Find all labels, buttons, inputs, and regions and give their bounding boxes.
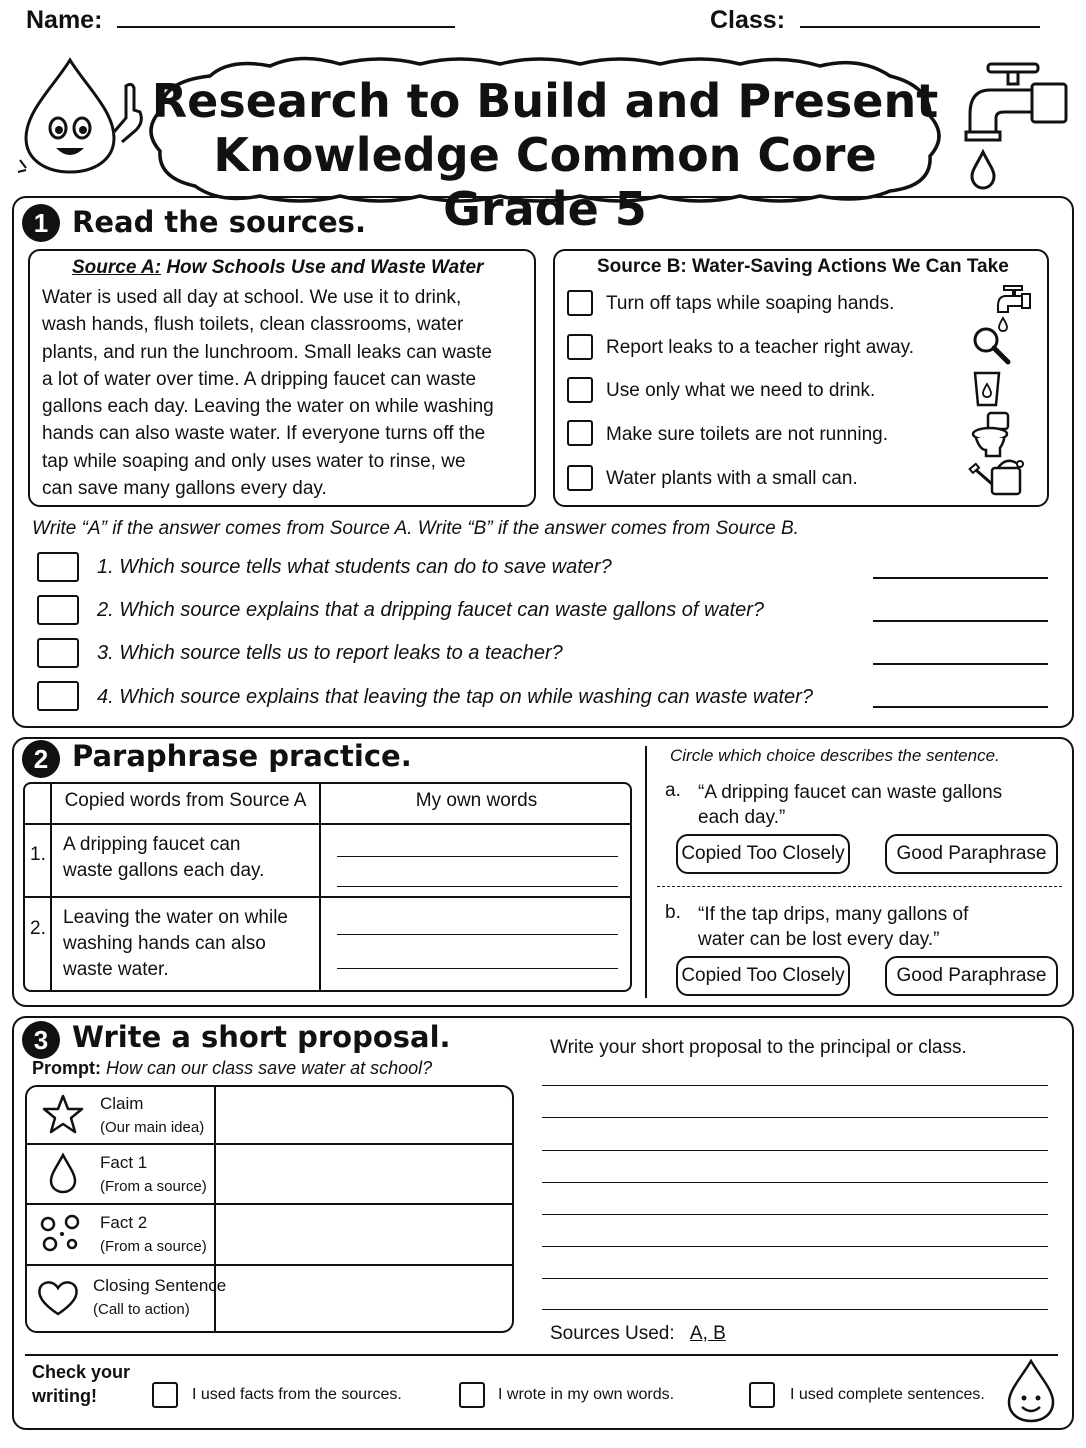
organizer-label: Fact 2 [100,1213,148,1232]
copied-words [63,905,288,983]
prompt-text: How can our class save water at school? [106,1058,433,1078]
checklist-divider [25,1354,1058,1356]
table-header-copied: Copied words from Source A [64,790,307,811]
question-text: 4. Which source explains that leaving the tap on while washing can waste water? [97,686,813,708]
organizer-sub: (Call to action) [93,1301,190,1318]
source-b-checkbox[interactable] [567,420,593,446]
copied-line: washing hands can also [63,933,266,954]
source-a-line: a lot of water over time. A dripping faucet can waste [42,368,477,390]
copied-line: Leaving the water on while [63,907,288,928]
write-instructions: Write your short proposal to the principal or class. [550,1037,967,1058]
source-a-heading [72,257,483,279]
water-drop-mascot-icon [14,56,144,176]
answer-line[interactable] [873,577,1048,579]
answer-line[interactable] [873,620,1048,622]
title-line-2: Knowledge Common Core Grade 5 [213,128,877,236]
source-a-line: plants, and run the lunchroom. Small leaks can waste [42,341,492,363]
organizer-sub: (Our main idea) [100,1119,205,1136]
checklist-title [32,1360,130,1408]
proposal-line[interactable] [542,1182,1048,1183]
title-line-1: Research to Build and Present [151,74,939,128]
section-2-title: Paraphrase practice. [72,739,412,773]
prompt [32,1058,432,1079]
choice-letter: b. [665,902,681,923]
fact-1-input[interactable] [216,1145,512,1203]
choice-letter: a. [665,780,681,801]
class-label: Class: [710,6,786,34]
own-words-line[interactable] [337,856,618,857]
source-a-line: wash hands, flush toilets, clean classrooms, water [42,314,464,336]
section-3-number: 3 [22,1021,60,1059]
organizer-label: Fact 1 [100,1153,148,1172]
question-text: 2. Which source explains that a dripping faucet can waste gallons of water? [97,599,765,621]
dashed-divider [657,886,1062,887]
table-divider [50,782,52,992]
table-divider [23,896,632,898]
copied-line: A dripping faucet can [63,834,241,855]
table-header-own: My own words [415,790,538,811]
section-1-title: Read the sources. [72,205,366,239]
faucet-icon [960,56,1075,191]
copied-words [63,832,264,884]
source-a-line: can save many gallons every day. [42,478,327,500]
name-line[interactable] [117,26,455,28]
drop-icon [46,1152,80,1194]
prompt-label: Prompt: [32,1058,101,1078]
claim-input[interactable] [216,1087,512,1143]
answer-box[interactable] [37,681,79,711]
source-instructions: Write “A” if the answer comes from Source A. Write “B” if the answer comes from Source B. [32,518,799,539]
row-number: 1. [30,844,46,865]
source-b-item: Report leaks to a teacher right away. [606,337,915,358]
sources-used-label: Sources Used: [550,1323,675,1344]
checklist-item: I used complete sentences. [790,1386,985,1403]
source-b-item: Turn off taps while soaping hands. [606,293,895,314]
copied-line: waste water. [63,959,169,980]
proposal-line[interactable] [542,1214,1048,1215]
heart-icon [36,1278,80,1318]
source-a-text [42,284,532,502]
copied-too-closely-button[interactable]: Copied Too Closely [676,834,850,874]
source-b-item: Water plants with a small can. [606,468,858,489]
section-1-number: 1 [22,204,60,242]
name-field[interactable] [26,6,455,35]
choice-quote [698,902,968,952]
circle-instructions: Circle which choice describes the sentence. [670,746,1000,765]
checklist-checkbox[interactable] [749,1382,775,1408]
proposal-line[interactable] [542,1309,1048,1310]
checklist-title-line: writing! [32,1386,97,1406]
quote-line: “If the tap drips, many gallons of [698,904,969,925]
source-b-item: Make sure toilets are not running. [606,424,888,445]
checklist-checkbox[interactable] [459,1382,485,1408]
source-a-line: hands can also waste water. If everyone turns off the [42,423,486,445]
organizer-sub: (From a source) [100,1178,207,1195]
closing-sentence-input[interactable] [216,1266,512,1331]
proposal-line[interactable] [542,1085,1048,1086]
fact-2-input[interactable] [216,1205,512,1264]
table-divider [23,823,632,825]
answer-box[interactable] [37,595,79,625]
question-text: 1. Which source tells what students can do to save water? [97,556,612,578]
source-a-line: gallons each day. Leaving the water on while washing [42,396,494,418]
checklist-item: I used facts from the sources. [192,1386,402,1403]
answer-box[interactable] [37,552,79,582]
organizer-sub: (From a source) [100,1238,207,1255]
proposal-line[interactable] [542,1117,1048,1118]
proposal-line[interactable] [542,1246,1048,1247]
sources-used [550,1323,726,1345]
toilet-icon [970,410,1012,458]
section-divider [645,746,647,998]
checklist-checkbox[interactable] [152,1382,178,1408]
own-words-line[interactable] [337,968,618,969]
answer-line[interactable] [873,706,1048,708]
source-a-title: How Schools Use and Waste Water [166,257,484,278]
quote-line: “A dripping faucet can waste gallons [698,782,1003,803]
smiling-drop-icon [1004,1358,1058,1424]
own-words-line[interactable] [337,886,618,887]
copied-line: waste gallons each day. [63,860,265,881]
quote-line: water can be lost every day.” [698,929,940,950]
question-text: 3. Which source tells us to report leaks to a teacher? [97,642,563,664]
table-divider [319,782,321,992]
source-b-checkbox[interactable] [567,290,593,316]
source-b-checkbox[interactable] [567,465,593,491]
source-a-line: Water is used all day at school. We use it to drink, [42,287,462,308]
class-line[interactable] [800,26,1040,28]
proposal-line[interactable] [542,1150,1048,1151]
quote-line: each day.” [698,807,786,828]
answer-box[interactable] [37,638,79,668]
organizer-label: Claim [100,1094,144,1113]
source-a-label: Source A: [72,257,162,278]
checklist-item: I wrote in my own words. [498,1386,675,1403]
star-icon [42,1094,84,1134]
choice-quote [698,780,1002,830]
source-b-checkbox[interactable] [567,377,593,403]
organizer-label: Closing Sentence [93,1276,227,1295]
checklist-title-line: Check your [32,1362,131,1382]
section-3-title: Write a short proposal. [72,1020,451,1054]
source-a-line: tap while soaping and only uses water to rinse, we [42,450,466,472]
good-paraphrase-button[interactable]: Good Paraphrase [885,956,1058,996]
copied-too-closely-button[interactable]: Copied Too Closely [676,956,850,996]
cup-icon [972,370,1002,408]
watering-can-icon [968,456,1030,498]
proposal-line[interactable] [542,1278,1048,1279]
good-paraphrase-button[interactable]: Good Paraphrase [885,834,1058,874]
source-b-item: Use only what we need to drink. [606,380,876,401]
droplets-icon [38,1212,88,1256]
magnifier-icon [970,324,1012,366]
class-field[interactable] [710,6,1040,35]
name-label: Name: [26,6,103,34]
answer-line[interactable] [873,663,1048,665]
source-b-checkbox[interactable] [567,334,593,360]
section-2-number: 2 [22,740,60,778]
sources-used-value[interactable]: A, B [689,1323,726,1344]
row-number: 2. [30,918,46,939]
own-words-line[interactable] [337,934,618,935]
source-b-title: Source B: Water-Saving Actions We Can Take [597,256,1009,277]
